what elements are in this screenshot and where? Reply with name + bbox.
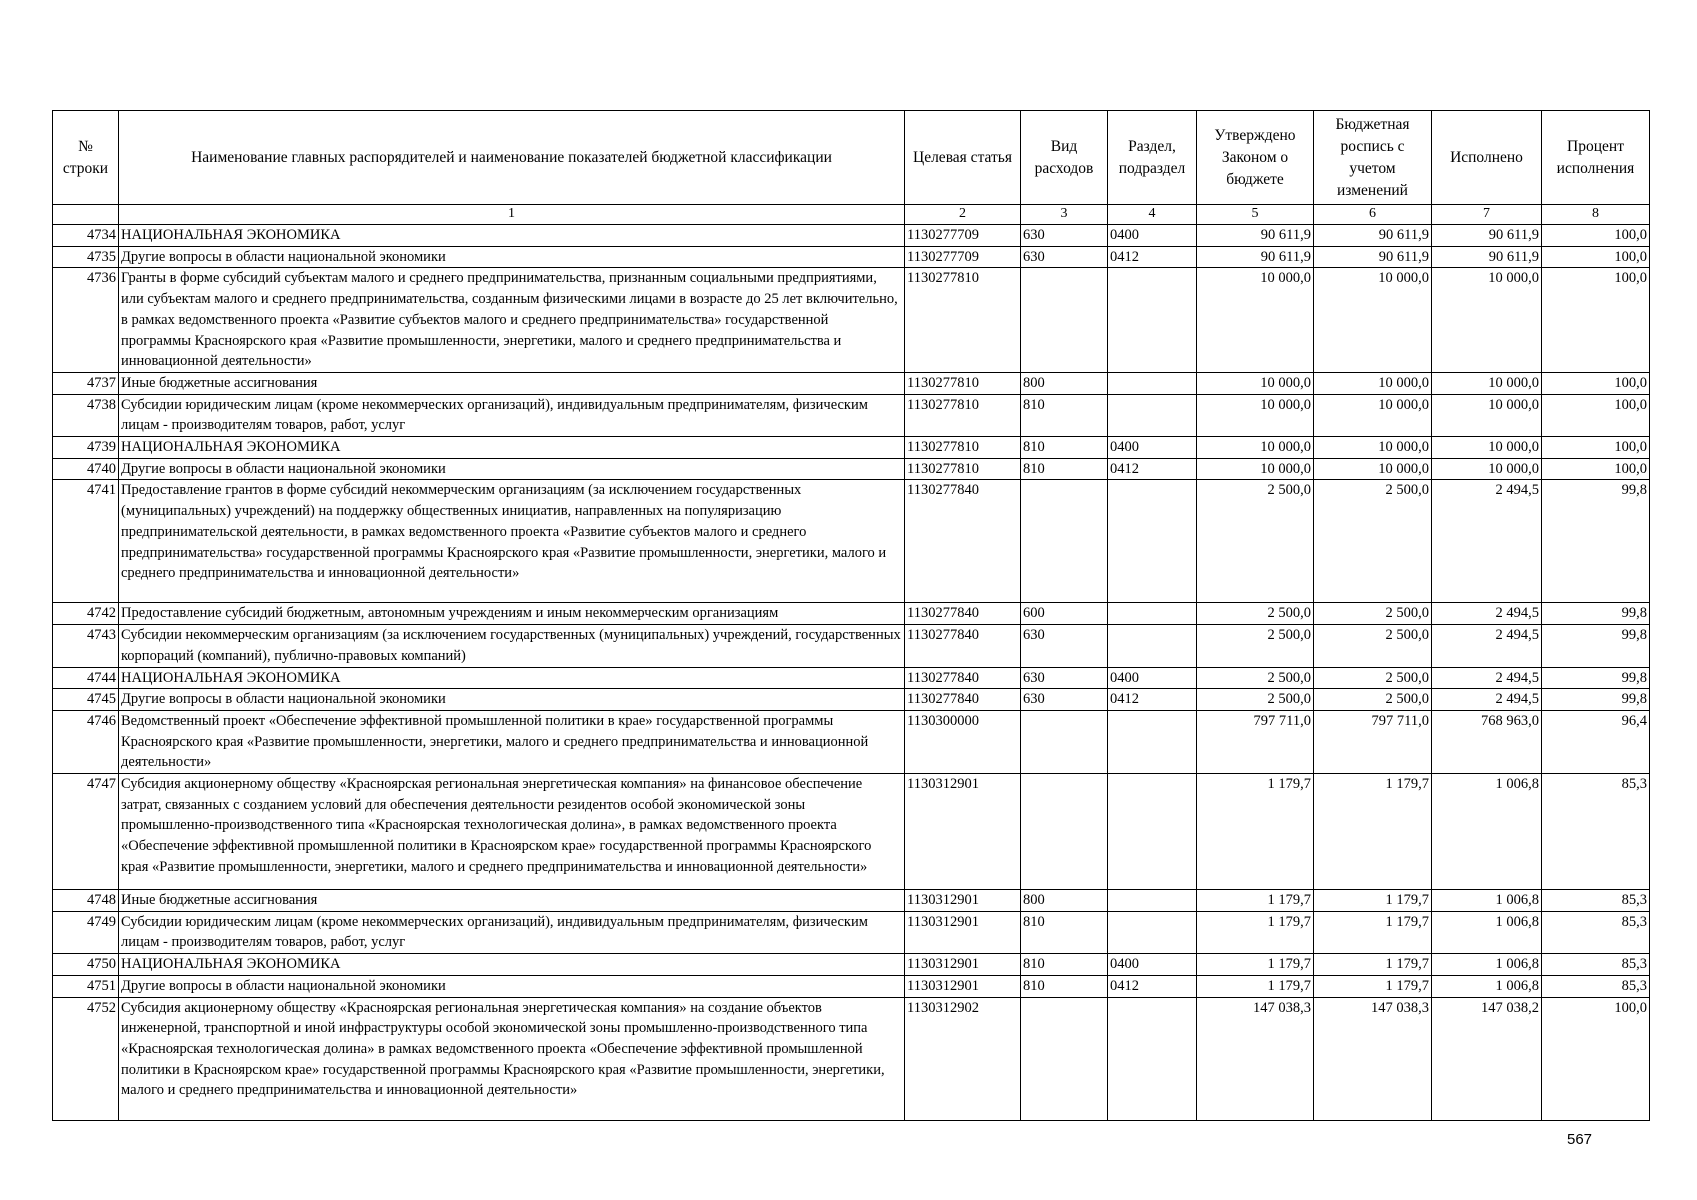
- section-cell: 0400: [1108, 225, 1197, 247]
- table-row: [53, 975, 1650, 997]
- approved-cell: 10 000,0: [1197, 268, 1314, 373]
- executed-cell: 1 006,8: [1432, 774, 1542, 890]
- expense-kind-cell: [1021, 710, 1108, 773]
- expense-kind-cell: 630: [1021, 689, 1108, 711]
- executed-cell: 1 006,8: [1432, 954, 1542, 976]
- executed-cell: 1 006,8: [1432, 911, 1542, 953]
- executed-cell: 10 000,0: [1432, 458, 1542, 480]
- percent-cell: 100,0: [1542, 458, 1650, 480]
- executed-cell: 10 000,0: [1432, 437, 1542, 459]
- target-article-cell: 1130312901: [905, 954, 1021, 976]
- target-article-cell: 1130312902: [905, 997, 1021, 1120]
- expense-kind-cell: [1021, 774, 1108, 890]
- budget-schedule-cell: 90 611,9: [1314, 225, 1432, 247]
- section-cell: [1108, 890, 1197, 912]
- row-number-cell: 4740: [53, 458, 119, 480]
- row-number-cell: 4742: [53, 603, 119, 625]
- target-article-cell: 1130277840: [905, 603, 1021, 625]
- name-cell: НАЦИОНАЛЬНАЯ ЭКОНОМИКА: [119, 954, 905, 976]
- row-number-cell: 4746: [53, 710, 119, 773]
- name-cell: Субсидии юридическим лицам (кроме некоммерческих организаций), индивидуальным предпринимателям, физическим лицам - производителям товаров, работ, услуг: [119, 911, 905, 953]
- header-section: Раздел, подраздел: [1108, 111, 1197, 205]
- budget-schedule-cell: 2 500,0: [1314, 480, 1432, 603]
- row-number-cell: 4745: [53, 689, 119, 711]
- header-target-article: Целевая статья: [905, 111, 1021, 205]
- approved-cell: 10 000,0: [1197, 372, 1314, 394]
- percent-cell: 99,8: [1542, 603, 1650, 625]
- executed-cell: 147 038,2: [1432, 997, 1542, 1120]
- executed-cell: 768 963,0: [1432, 710, 1542, 773]
- name-cell: Другие вопросы в области национальной экономики: [119, 246, 905, 268]
- name-cell: НАЦИОНАЛЬНАЯ ЭКОНОМИКА: [119, 437, 905, 459]
- expense-kind-cell: [1021, 480, 1108, 603]
- expense-kind-cell: 630: [1021, 625, 1108, 667]
- table-row: [53, 997, 1650, 1120]
- table-row: [53, 394, 1650, 436]
- target-article-cell: 1130277810: [905, 458, 1021, 480]
- section-cell: 0412: [1108, 975, 1197, 997]
- expense-kind-cell: 810: [1021, 437, 1108, 459]
- table-row: [53, 458, 1650, 480]
- percent-cell: 85,3: [1542, 911, 1650, 953]
- target-article-cell: 1130277840: [905, 480, 1021, 603]
- row-number-cell: 4735: [53, 246, 119, 268]
- column-number: 7: [1432, 205, 1542, 225]
- table-row: [53, 911, 1650, 953]
- expense-kind-cell: 810: [1021, 394, 1108, 436]
- table-row: [53, 437, 1650, 459]
- name-cell: Субсидии юридическим лицам (кроме некоммерческих организаций), индивидуальным предпринимателям, физическим лицам - производителям товаров, работ, услуг: [119, 394, 905, 436]
- expense-kind-cell: 800: [1021, 890, 1108, 912]
- target-article-cell: 1130277810: [905, 372, 1021, 394]
- budget-schedule-cell: 1 179,7: [1314, 911, 1432, 953]
- header-budget-schedule: Бюджетная роспись с учетом изменений: [1314, 111, 1432, 205]
- name-cell: Гранты в форме субсидий субъектам малого и среднего предпринимательства, признанным социальными предприятиями, или субъектам малого и среднего предпринимательства, созданным физическими лицами в возрасте до 25 лет включительно, в рамках ведомственного проекта «Развитие субъектов малого и среднего предпринимательства» государственной программы Красноярского края «Развитие промышленности, энергетики, малого и среднего предпринимательства и инновационной деятельности»: [119, 268, 905, 373]
- budget-schedule-cell: 10 000,0: [1314, 268, 1432, 373]
- row-number-cell: 4736: [53, 268, 119, 373]
- name-cell: НАЦИОНАЛЬНАЯ ЭКОНОМИКА: [119, 225, 905, 247]
- percent-cell: 85,3: [1542, 890, 1650, 912]
- section-cell: [1108, 268, 1197, 373]
- column-number-row: [53, 205, 1650, 225]
- row-number-cell: 4737: [53, 372, 119, 394]
- section-cell: [1108, 394, 1197, 436]
- section-cell: [1108, 774, 1197, 890]
- table-row: [53, 480, 1650, 603]
- executed-cell: 10 000,0: [1432, 268, 1542, 373]
- approved-cell: 10 000,0: [1197, 394, 1314, 436]
- approved-cell: 90 611,9: [1197, 225, 1314, 247]
- section-cell: 0412: [1108, 689, 1197, 711]
- section-cell: 0400: [1108, 954, 1197, 976]
- section-cell: [1108, 625, 1197, 667]
- percent-cell: 100,0: [1542, 394, 1650, 436]
- section-cell: 0412: [1108, 246, 1197, 268]
- approved-cell: 10 000,0: [1197, 437, 1314, 459]
- table-row: [53, 890, 1650, 912]
- executed-cell: 10 000,0: [1432, 372, 1542, 394]
- executed-cell: 2 494,5: [1432, 689, 1542, 711]
- expense-kind-cell: 630: [1021, 667, 1108, 689]
- expense-kind-cell: 810: [1021, 975, 1108, 997]
- section-cell: 0400: [1108, 437, 1197, 459]
- table-row: [53, 625, 1650, 667]
- executed-cell: 2 494,5: [1432, 603, 1542, 625]
- table-body: [53, 225, 1650, 1121]
- section-cell: [1108, 710, 1197, 773]
- percent-cell: 99,8: [1542, 689, 1650, 711]
- percent-cell: 99,8: [1542, 625, 1650, 667]
- executed-cell: 2 494,5: [1432, 625, 1542, 667]
- column-number: 4: [1108, 205, 1197, 225]
- name-cell: Иные бюджетные ассигнования: [119, 890, 905, 912]
- executed-cell: 2 494,5: [1432, 667, 1542, 689]
- table-row: [53, 954, 1650, 976]
- percent-cell: 85,3: [1542, 774, 1650, 890]
- approved-cell: 1 179,7: [1197, 975, 1314, 997]
- executed-cell: 90 611,9: [1432, 225, 1542, 247]
- row-number-cell: 4744: [53, 667, 119, 689]
- section-cell: 0412: [1108, 458, 1197, 480]
- target-article-cell: 1130277810: [905, 394, 1021, 436]
- percent-cell: 100,0: [1542, 225, 1650, 247]
- header-expense-kind: Вид расходов: [1021, 111, 1108, 205]
- section-cell: [1108, 480, 1197, 603]
- percent-cell: 100,0: [1542, 246, 1650, 268]
- executed-cell: 10 000,0: [1432, 394, 1542, 436]
- target-article-cell: 1130312901: [905, 911, 1021, 953]
- name-cell: Другие вопросы в области национальной экономики: [119, 458, 905, 480]
- target-article-cell: 1130312901: [905, 890, 1021, 912]
- row-number-cell: 4743: [53, 625, 119, 667]
- header-row-number: № строки: [53, 111, 119, 205]
- expense-kind-cell: [1021, 268, 1108, 373]
- budget-schedule-cell: 2 500,0: [1314, 689, 1432, 711]
- name-cell: Ведомственный проект «Обеспечение эффективной промышленной политики в крае» государственной программы Красноярского края «Развитие промышленности, энергетики, малого и среднего предпринимательства и инновационной деятельности»: [119, 710, 905, 773]
- row-number-cell: 4751: [53, 975, 119, 997]
- target-article-cell: 1130277810: [905, 268, 1021, 373]
- percent-cell: 99,8: [1542, 480, 1650, 603]
- approved-cell: 1 179,7: [1197, 774, 1314, 890]
- expense-kind-cell: 810: [1021, 458, 1108, 480]
- approved-cell: 797 711,0: [1197, 710, 1314, 773]
- budget-schedule-cell: 90 611,9: [1314, 246, 1432, 268]
- table-row: [53, 774, 1650, 890]
- percent-cell: 99,8: [1542, 667, 1650, 689]
- target-article-cell: 1130277709: [905, 246, 1021, 268]
- expense-kind-cell: 810: [1021, 911, 1108, 953]
- table-row: [53, 246, 1650, 268]
- name-cell: НАЦИОНАЛЬНАЯ ЭКОНОМИКА: [119, 667, 905, 689]
- name-cell: Другие вопросы в области национальной экономики: [119, 689, 905, 711]
- target-article-cell: 1130277840: [905, 689, 1021, 711]
- budget-schedule-cell: 1 179,7: [1314, 774, 1432, 890]
- target-article-cell: 1130312901: [905, 975, 1021, 997]
- budget-schedule-cell: 2 500,0: [1314, 667, 1432, 689]
- budget-schedule-cell: 2 500,0: [1314, 603, 1432, 625]
- header-executed: Исполнено: [1432, 111, 1542, 205]
- header-row: [53, 111, 1650, 205]
- name-cell: Предоставление грантов в форме субсидий некоммерческим организациям (за исключением государственных (муниципальных) учреждений) на поддержку общественных инициатив, направленных на популяризацию предпринимательской деятельности, в рамках ведомственного проекта «Развитие субъектов малого и среднего предпринимательства» государственной программы Красноярского края «Развитие промышленности, энергетики, малого и среднего предпринимательства и инновационной деятельности»: [119, 480, 905, 603]
- section-cell: [1108, 911, 1197, 953]
- row-number-cell: 4738: [53, 394, 119, 436]
- percent-cell: 85,3: [1542, 975, 1650, 997]
- section-cell: [1108, 997, 1197, 1120]
- target-article-cell: 1130277840: [905, 667, 1021, 689]
- executed-cell: 1 006,8: [1432, 975, 1542, 997]
- column-number: 2: [905, 205, 1021, 225]
- percent-cell: 96,4: [1542, 710, 1650, 773]
- approved-cell: 10 000,0: [1197, 458, 1314, 480]
- header-name: Наименование главных распорядителей и наименование показателей бюджетной классификации: [119, 111, 905, 205]
- header-approved: Утверждено Законом о бюджете: [1197, 111, 1314, 205]
- approved-cell: 2 500,0: [1197, 689, 1314, 711]
- budget-schedule-cell: 2 500,0: [1314, 625, 1432, 667]
- budget-schedule-cell: 797 711,0: [1314, 710, 1432, 773]
- percent-cell: 100,0: [1542, 268, 1650, 373]
- page-number: 567: [1567, 1131, 1593, 1148]
- column-number: 5: [1197, 205, 1314, 225]
- target-article-cell: 1130277810: [905, 437, 1021, 459]
- approved-cell: 1 179,7: [1197, 890, 1314, 912]
- name-cell: Субсидии некоммерческим организациям (за исключением государственных (муниципальных) учреждений, государственных корпораций (компаний), публично-правовых компаний): [119, 625, 905, 667]
- name-cell: Предоставление субсидий бюджетным, автономным учреждениям и иным некоммерческим организациям: [119, 603, 905, 625]
- table-row: [53, 225, 1650, 247]
- budget-schedule-cell: 1 179,7: [1314, 975, 1432, 997]
- table-row: [53, 372, 1650, 394]
- table-row: [53, 710, 1650, 773]
- row-number-cell: 4741: [53, 480, 119, 603]
- target-article-cell: 1130277709: [905, 225, 1021, 247]
- row-number-cell: 4750: [53, 954, 119, 976]
- budget-table: [52, 110, 1650, 1121]
- row-number-cell: 4748: [53, 890, 119, 912]
- percent-cell: 100,0: [1542, 437, 1650, 459]
- percent-cell: 85,3: [1542, 954, 1650, 976]
- expense-kind-cell: 600: [1021, 603, 1108, 625]
- section-cell: [1108, 603, 1197, 625]
- approved-cell: 2 500,0: [1197, 480, 1314, 603]
- executed-cell: 1 006,8: [1432, 890, 1542, 912]
- column-number: 1: [119, 205, 905, 225]
- table-row: [53, 603, 1650, 625]
- budget-schedule-cell: 10 000,0: [1314, 437, 1432, 459]
- budget-schedule-cell: 1 179,7: [1314, 890, 1432, 912]
- name-cell: Субсидия акционерному обществу «Красноярская региональная энергетическая компания» на финансовое обеспечение затрат, связанных с созданием условий для обеспечения деятельности резидентов особой экономической зоны промышленно-производственного типа «Красноярская технологическая долина», в рамках ведомственного проекта «Обеспечение эффективной промышленной политики в Красноярском крае» государственной программы Красноярского края «Развитие промышленности, энергетики, малого и среднего предпринимательства и инновационной деятельности»: [119, 774, 905, 890]
- budget-schedule-cell: 147 038,3: [1314, 997, 1432, 1120]
- approved-cell: 1 179,7: [1197, 954, 1314, 976]
- section-cell: 0400: [1108, 667, 1197, 689]
- approved-cell: 90 611,9: [1197, 246, 1314, 268]
- expense-kind-cell: 800: [1021, 372, 1108, 394]
- approved-cell: 147 038,3: [1197, 997, 1314, 1120]
- approved-cell: 2 500,0: [1197, 667, 1314, 689]
- row-number-cell: 4734: [53, 225, 119, 247]
- expense-kind-cell: 810: [1021, 954, 1108, 976]
- table-row: [53, 667, 1650, 689]
- approved-cell: 2 500,0: [1197, 625, 1314, 667]
- budget-schedule-cell: 1 179,7: [1314, 954, 1432, 976]
- approved-cell: 1 179,7: [1197, 911, 1314, 953]
- expense-kind-cell: 630: [1021, 225, 1108, 247]
- expense-kind-cell: [1021, 997, 1108, 1120]
- name-cell: Другие вопросы в области национальной экономики: [119, 975, 905, 997]
- table-row: [53, 689, 1650, 711]
- target-article-cell: 1130300000: [905, 710, 1021, 773]
- column-number: 8: [1542, 205, 1650, 225]
- name-cell: Иные бюджетные ассигнования: [119, 372, 905, 394]
- percent-cell: 100,0: [1542, 997, 1650, 1120]
- approved-cell: 2 500,0: [1197, 603, 1314, 625]
- budget-schedule-cell: 10 000,0: [1314, 394, 1432, 436]
- target-article-cell: 1130277840: [905, 625, 1021, 667]
- column-number-blank: [53, 205, 119, 225]
- row-number-cell: 4747: [53, 774, 119, 890]
- executed-cell: 2 494,5: [1432, 480, 1542, 603]
- budget-schedule-cell: 10 000,0: [1314, 372, 1432, 394]
- header-percent: Процент исполнения: [1542, 111, 1650, 205]
- row-number-cell: 4752: [53, 997, 119, 1120]
- expense-kind-cell: 630: [1021, 246, 1108, 268]
- executed-cell: 90 611,9: [1432, 246, 1542, 268]
- section-cell: [1108, 372, 1197, 394]
- row-number-cell: 4739: [53, 437, 119, 459]
- percent-cell: 100,0: [1542, 372, 1650, 394]
- column-number: 6: [1314, 205, 1432, 225]
- table-row: [53, 268, 1650, 373]
- row-number-cell: 4749: [53, 911, 119, 953]
- target-article-cell: 1130312901: [905, 774, 1021, 890]
- name-cell: Субсидия акционерному обществу «Красноярская региональная энергетическая компания» на создание объектов инженерной, транспортной и иной инфраструктуры особой экономической зоны промышленно-производственного типа «Красноярская технологическая долина» в рамках ведомственного проекта «Обеспечение эффективной промышленной политики в Красноярском крае» государственной программы Красноярского края «Развитие промышленности, энергетики, малого и среднего предпринимательства и инновационной деятельности»: [119, 997, 905, 1120]
- column-number: 3: [1021, 205, 1108, 225]
- budget-schedule-cell: 10 000,0: [1314, 458, 1432, 480]
